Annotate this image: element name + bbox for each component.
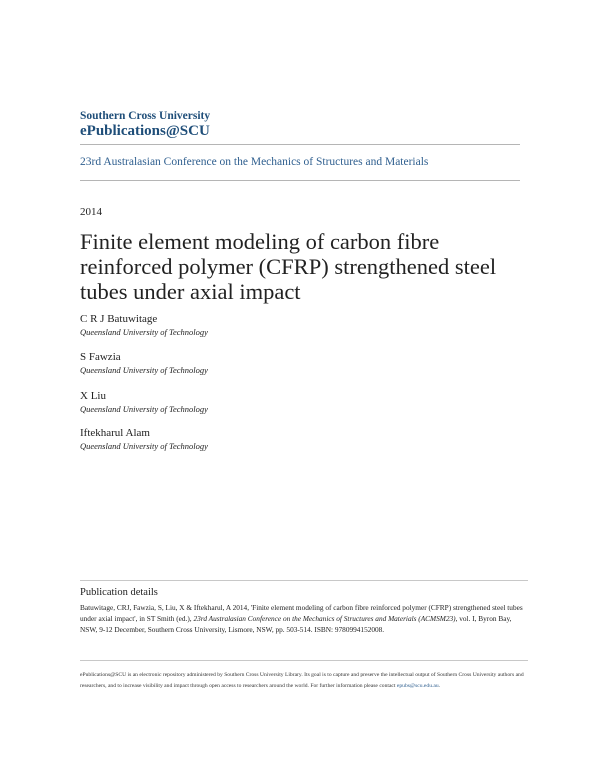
footer-text: ePublications@SCU is an electronic repository administered by Southern Cross University Library. Its goal is to capture and preserve the intellectual output of Southern Cross University authors and researchers, and to increase visibility and impact through open access to researchers around the world. For further information please contact	[80, 672, 524, 689]
citation-part-1: Batuwitage, CRJ, Fawzia, S, Liu, X & Iftekharul, A 2014, 'Finite element modeling of carbon fibre reinforced polymer (CFRP) strengthened steel tubes under axial impact', in ST Smith (ed.),	[80, 603, 523, 623]
repository-name[interactable]: ePublications@SCU	[80, 123, 210, 139]
publication-details-heading: Publication details	[80, 587, 158, 598]
author-name[interactable]: S Fawzia	[80, 351, 121, 363]
paper-title[interactable]: Finite element modeling of carbon fibre reinforced polymer (CFRP) strengthened steel tubes under axial impact	[80, 229, 497, 304]
author-entry	[80, 390, 520, 415]
footer-end: .	[438, 683, 441, 689]
author-name[interactable]: C R J Batuwitage	[80, 313, 158, 325]
publication-details-divider	[80, 580, 528, 581]
author-name[interactable]: Iftekharul Alam	[80, 427, 150, 439]
author-entry	[80, 427, 520, 452]
citation-text	[80, 602, 525, 635]
conference-link[interactable]: 23rd Australasian Conference on the Mechanics of Structures and Materials	[80, 156, 429, 168]
author-name[interactable]: X Liu	[80, 390, 106, 402]
citation-part-2: , vol. I, Byron Bay, NSW, 9-12 December, Southern Cross University, Lismore, NSW, pp. 503-514. ISBN: 9780994152008.	[80, 614, 512, 634]
author-affiliation: Queensland University of Technology	[80, 327, 208, 337]
author-entry	[80, 313, 520, 338]
author-affiliation: Queensland University of Technology	[80, 404, 208, 414]
contact-email-link[interactable]: epubs@scu.edu.au	[396, 683, 439, 689]
citation-proceedings-title: 23rd Australasian Conference on the Mechanics of Structures and Materials (ACMSM23)	[193, 614, 456, 623]
repository-footer-note	[80, 670, 525, 692]
author-entry	[80, 351, 520, 376]
repository-university: Southern Cross University	[80, 110, 211, 122]
author-affiliation: Queensland University of Technology	[80, 441, 208, 451]
header-divider-top	[80, 144, 520, 145]
header-divider-bottom	[80, 180, 520, 181]
publication-year: 2014	[80, 206, 102, 218]
footer-divider	[80, 660, 528, 661]
author-affiliation: Queensland University of Technology	[80, 365, 208, 375]
